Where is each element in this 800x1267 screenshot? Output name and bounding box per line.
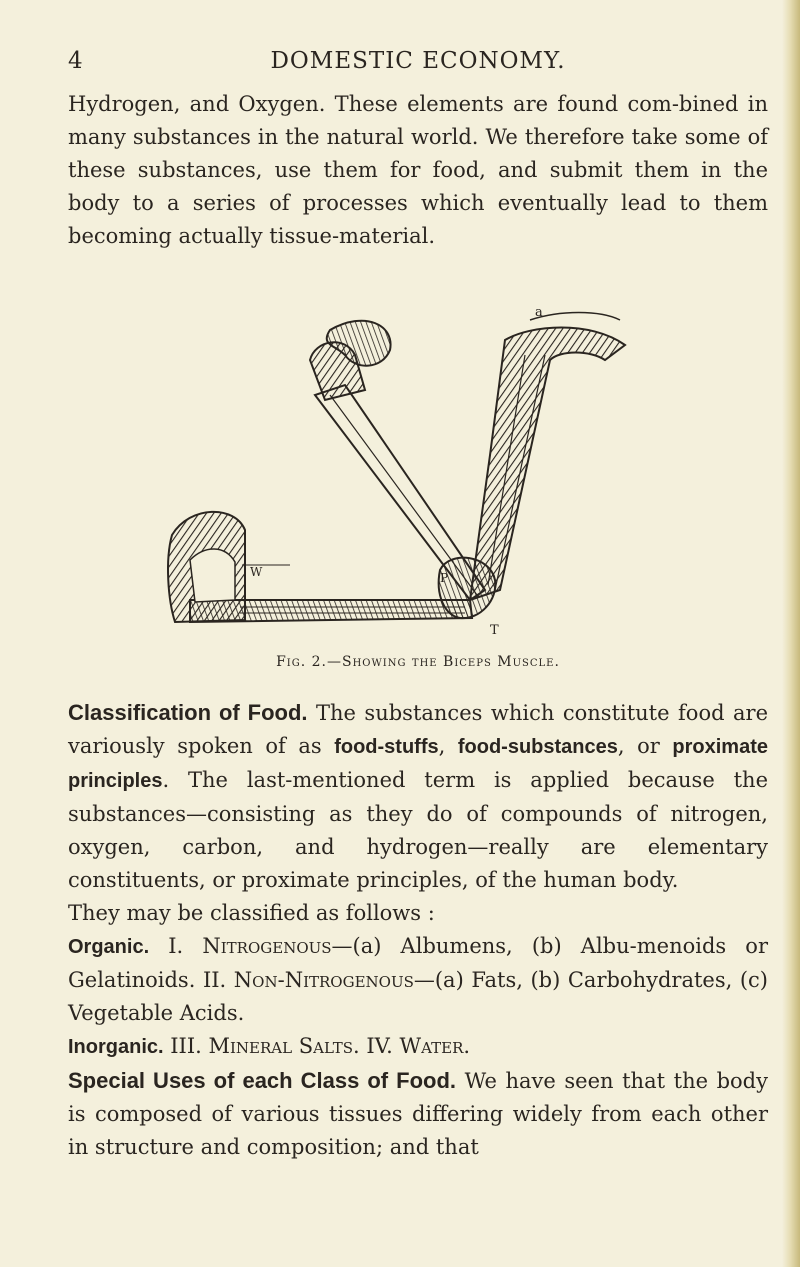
organic-text-1: —(a) Albumens, (b) Albu-menoids or Gelatinoids. II. (68, 934, 768, 992)
classification-follows: They may be classified as follows : (68, 901, 435, 925)
organic-text-2: —(a) Fats, (b) Carbohydrates, (c) Vegetable Acids. (68, 968, 769, 1025)
water-term: Water. (399, 1034, 471, 1058)
term-food-stuffs: food-stuffs (334, 736, 439, 758)
special-uses-text: We have seen that the body is composed of various tissues differing widely from each other in structure and composition; and that (68, 1069, 768, 1159)
label-w: W (250, 565, 263, 579)
organic-label: Organic. (68, 936, 150, 958)
figure-caption-text: Fig. 2.—Showing the Biceps Muscle. (276, 654, 560, 670)
label-t: T (490, 623, 499, 638)
classification-heading: Classification of Food. (68, 700, 308, 725)
nitrogenous-term: Nitrogenous (202, 934, 332, 958)
inorganic-paragraph (68, 1030, 768, 1064)
organic-paragraph (68, 930, 768, 1030)
label-a: a (535, 305, 543, 320)
term-food-substances: food-substances (457, 736, 618, 758)
classification-section (68, 696, 768, 1164)
classification-text-b: , or (617, 734, 673, 758)
biceps-muscle-illustration (150, 300, 650, 645)
figure-caption (68, 654, 768, 670)
classification-text-c: . The last-mentioned term is applied because the substances—consisting as they do of compounds of nitrogen, oxygen, carbon, and hydrogen—really are elementary constituents, or proximate principles, of the human body. (68, 768, 768, 892)
mineral-salts-term: Mineral Salts. (208, 1034, 360, 1058)
classification-sep: , (438, 734, 458, 758)
special-uses-paragraph (68, 1064, 768, 1164)
running-title: DOMESTIC ECONOMY. (270, 48, 566, 74)
label-p: P (440, 571, 449, 585)
page-edge (782, 0, 800, 1267)
classification-paragraph (68, 696, 768, 897)
organic-num-1: I. (149, 934, 203, 958)
page-number: 4 (68, 48, 84, 74)
term-proximate-principles: proximate principles (68, 736, 768, 792)
classification-text-a: The substances which constitute food are variously spoken of as (68, 701, 768, 758)
biceps-figure (150, 300, 650, 645)
non-nitrogenous-term: Non-Nitrogenous (233, 968, 414, 992)
page-header (68, 48, 768, 80)
inorganic-label: Inorganic. (68, 1036, 164, 1058)
inorganic-num-4: IV. (359, 1034, 400, 1058)
special-uses-heading: Special Uses of each Class of Food. (68, 1068, 456, 1093)
intro-paragraph: Hydrogen, and Oxygen. These elements are found com-bined in many substances in the natural world. We therefore take some of these substances, use them for food, and submit them in the body to a series of processes which eventually lead to them becoming actually tissue-material. (68, 92, 768, 248)
inorganic-num-3: III. (163, 1034, 209, 1058)
